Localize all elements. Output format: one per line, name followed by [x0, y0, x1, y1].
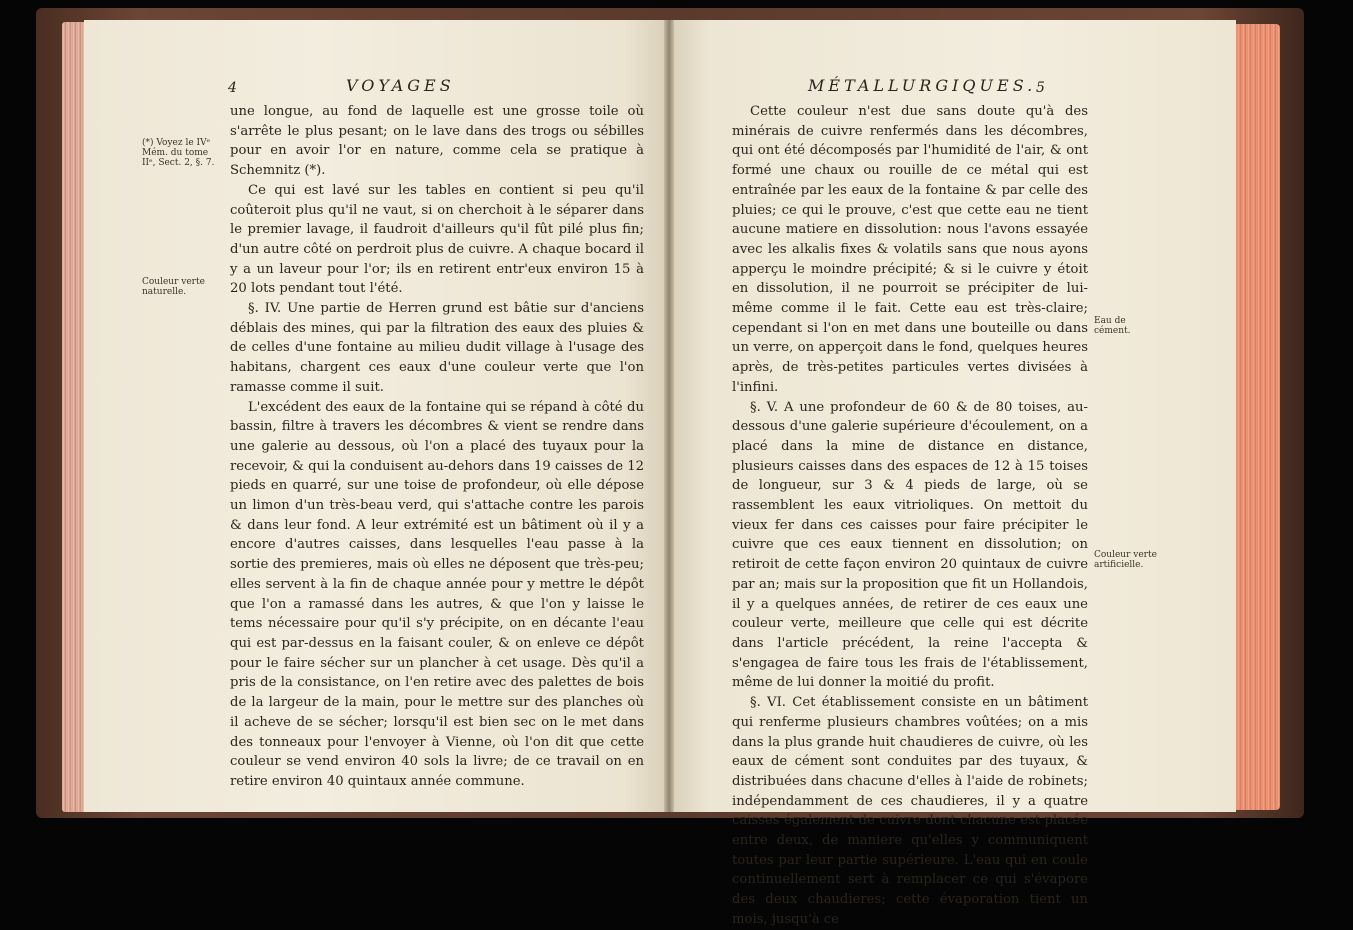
paragraph: Ce qui est lavé sur les tables en contient si peu qu'il coûteroit plus qu'il ne vaut, si on cherchoit à le séparer dans le premier lavage, il faudroit d'ailleurs qu'il fût pilé plus fin; d'un autre côté on perdroit plus de cuivre. A chaque bocard il y a un laveur pour l'or; ils en retirent entr'eux environ 15 à 20 lots pendant tout l'été. [230, 182, 644, 297]
page-number: 4 [228, 80, 237, 96]
body-text [732, 102, 1088, 930]
margin-note: (*) Voyez le IVᵉ Mém. du tome IIᵉ, Sect. 2, §. 7. [142, 138, 215, 168]
left-page [84, 20, 670, 812]
paragraph: §. IV. Une partie de Herren grund est bâtie sur d'anciens déblais des mines, qui par la filtration des eaux des pluies & de celles d'une fontaine au milieu dudit village à l'usage des habitans, chargent ces eaux d'une couleur verte que l'on ramasse comme il suit. [230, 301, 644, 395]
right-page [670, 20, 1236, 927]
running-head: VOYAGES [346, 76, 455, 95]
paragraph: L'excédent des eaux de la fontaine qui se répand à côté du bassin, filtre à travers les décombres & vient se rendre dans une galerie au dessous, où l'on a placé des tuyaux pour la recevoir, & qui la conduisent au-dehors dans 19 caisses de 12 pieds en quarré, sur une toise de profondeur, où elle dépose un limon d'un très-beau verd, qui s'attache contre les parois & dans leur fond. A leur extrémité est un bâtiment où il y a encore d'autres caisses, dans lesquelles l'eau passe à la sortie des premieres, mais où elles ne déposent que très-peu; elles servent à la fin de chaque année pour y mettre le dépôt que l'on a ramassé dans les autres, & que l'on y laisse le tems nécessaire pour qu'il s'y précipite, on en décante l'eau qui est par-dessus en la faisant couler, & on enleve ce dépôt pour le faire sécher sur un plancher à cet usage. Dès qu'il a pris de la consistance, on l'en retire avec des palettes de bois de la largeur de la main, pour le mettre sur des planches où il acheve de se sécher; lorsqu'il est bien sec on le met dans des tonneaux pour l'envoyer à Vienne, où l'on dit que cette couleur se vend environ 40 sols la livre; de ce travail on en retire environ 40 quintaux année commune. [230, 399, 644, 789]
body-text [230, 102, 644, 792]
paragraph: §. VI. Cet établissement consiste en un bâtiment qui renferme plusieurs chambres voûtées; on a mis dans la plus grande huit chaudieres de cuivre, où les eaux de cément sont conduites par des tuyaux, & distribuées dans chacune d'elles à l'aide de robinets; indépendamment de ces chaudieres, il y a quatre caisses également de cuivre dont chacune est placée entre deux, de maniere qu'elles y communiquent toutes par leur partie supérieure. L'eau qui en coule continuellement sert à remplacer ce qui s'évapore des deux chaudieres; cette évaporation tient un mois, jusqu'à ce [732, 695, 1088, 927]
page-edges-right [1232, 24, 1280, 810]
paragraph: Cette couleur n'est due sans doute qu'à des minérais de cuivre renfermés dans les décombres, qui ont été décomposés par l'humidité de l'air, & ont formé une chaux ou rouille de ce métal qui est entraînée par les eaux de la fontaine & par celle des pluies; ce qui le prouve, c'est que cette eau ne tient aucune matiere en dissolution: nous l'avons essayée avec les alkalis fixes & volatils sans que nous ayons apperçu le moindre précipité; & si le cuivre y étoit en dissolution, il ne pourroit se précipiter de lui-même comme il le fait. Cette eau est très-claire; cependant si l'on en met dans une bouteille ou dans un verre, on apperçoit dans le fond, quelques heures après, de très-petites particules vertes divisées à l'infini. [732, 104, 1088, 395]
paragraph: une longue, au fond de laquelle est une grosse toile où s'arrête le plus pesant; on le lave dans des trogs ou sébilles pour en avoir l'or en nature, comme cela se pratique à Schemnitz (*). [230, 104, 644, 179]
margin-note: Couleur verte naturelle. [142, 277, 205, 297]
running-head: MÉTALLURGIQUES. [808, 76, 1037, 95]
paragraph: §. V. A une profondeur de 60 & de 80 toises, au-dessous d'une galerie supérieure d'écoulement, on a placé dans la mine de distance en distance, plusieurs caisses dans des espaces de 12 à 15 toises de longueur, sur 3 & 4 pieds de large, où se rassemblent les eaux vitrioliques. On mettoit du vieux fer dans ces caisses pour faire précipiter le cuivre que ces eaux tiennent en dissolution; on retiroit de cette façon environ 20 quintaux de cuivre par an; mais sur la proposition que fit un Hollandois, il y a quelques années, de retirer de ces eaux une couleur verte, meilleure que celle qui est décrite dans l'article précédent, la reine l'accepta & s'engagea de faire tous les frais de l'établissement, même de lui donner la moitié du profit. [732, 399, 1088, 691]
margin-note: Couleur verte artificielle. [1094, 550, 1157, 570]
page-number: 5 [1036, 80, 1045, 96]
book-gutter [664, 20, 674, 812]
margin-note: Eau de cément. [1094, 316, 1131, 336]
